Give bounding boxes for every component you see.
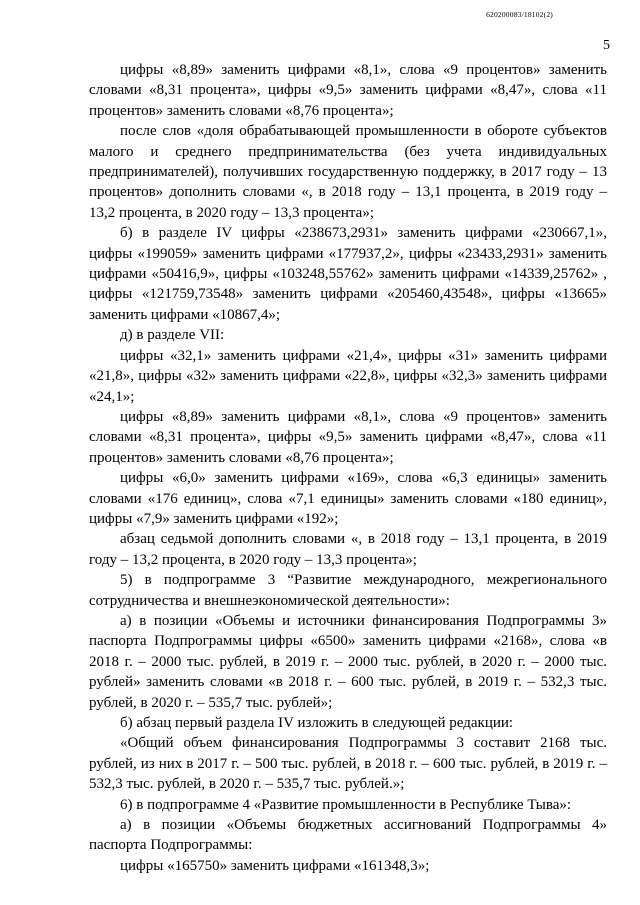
document-id: 620200083/18102(2) <box>486 10 553 19</box>
paragraph: 6) в подпрограмме 4 «Развитие промышленности в Республике Тыва»: <box>120 796 572 813</box>
paragraph: абзац седьмой дополнить словами «, в 2018 году – 13,1 процента, в 2019 году – 13,2 процента, в 2020 году – 13,3 процента»; <box>89 531 607 568</box>
paragraph: цифры «6,0» заменить цифрами «169», слова «6,3 единицы» заменить словами «176 единиц», слова «7,1 единицы» заменить словами «180 единиц», цифры «7,9» заменить цифрами «192»; <box>89 470 607 527</box>
paragraph: цифры «8,89» заменить цифрами «8,1», слова «9 процентов» заменить словами «8,31 процента», цифры «9,5» заменить цифрами «8,47», слова «11 процентов» заменить словами «8,76 процента»; <box>89 62 607 119</box>
paragraph: д) в разделе VII: <box>120 327 225 344</box>
paragraph: цифры «8,89» заменить цифрами «8,1», слова «9 процентов» заменить словами «8,31 процента», цифры «9,5» заменить цифрами «8,47», слова «11 процентов» заменить словами «8,76 процента»; <box>89 408 607 466</box>
paragraph: а) в позиции «Объемы и источники финансирования Подпрограммы 3» паспорта Подпрограммы цифры «6500» заменить цифрами «2168», слова «в 2018 г. – 2000 тыс. рублей, в 2019 г. – 2000 тыс. рублей, в 2020 г. – 2000 тыс. рублей» заменить словами «в 2018 г. – 600 тыс. рублей, в 2019 г. – 532,3 тыс. рублей, в 2020 г. – 535,7 тыс. рублей»; <box>89 612 607 711</box>
paragraph: б) в разделе IV цифры «238673,2931» заменить цифрами «230667,1», цифры «199059» заменить цифрами «177937,2», цифры «23433,2931» заменить цифрами «50416,9», цифры «103248,55762» заменить цифрами «14339,25762» , цифры «121759,73548» заменить цифрами «205460,43548», цифры «13665» заменить цифрами «10867,4»; <box>89 225 607 323</box>
paragraph: цифры «32,1» заменить цифрами «21,4», цифры «31» заменить цифрами «21,8», цифры «32» заменить цифрами «22,8», цифры «32,3» заменить цифрами «24,1»; <box>89 347 607 405</box>
paragraph: «Общий объем финансирования Подпрограммы 3 составит 2168 тыс. рублей, из них в 2017 г. – 500 тыс. рублей, в 2018 г. – 600 тыс. рублей, в 2019 г. – 532,3 тыс. рублей, в 2020 г. – 535,7 тыс. рублей.»; <box>89 735 607 793</box>
paragraph: б) абзац первый раздела IV изложить в следующей редакции: <box>120 715 514 731</box>
paragraph: цифры «165750» заменить цифрами «161348,3»; <box>120 857 430 874</box>
paragraph: после слов «доля обрабатывающей промышленности в обороте субъектов малого и среднего предпринимательства (без учета индивидуальных предпринимателей), получивших государственную поддержку, в 2017 году – 13 процентов» дополнить словами «, в 2018 году – 13,1 процента, в 2019 году – 13,2 процента, в 2020 году – 13,3 процента»; <box>89 123 607 221</box>
paragraph: 5) в подпрограмме 3 “Развитие международного, межрегионального сотрудничества и внешнеэкономической деятельности»: <box>89 572 607 609</box>
page-number: 5 <box>603 38 610 53</box>
paragraph: а) в позиции «Объемы бюджетных ассигнований Подпрограммы 4» паспорта Подпрограммы: <box>89 817 607 854</box>
document-body <box>89 60 607 876</box>
